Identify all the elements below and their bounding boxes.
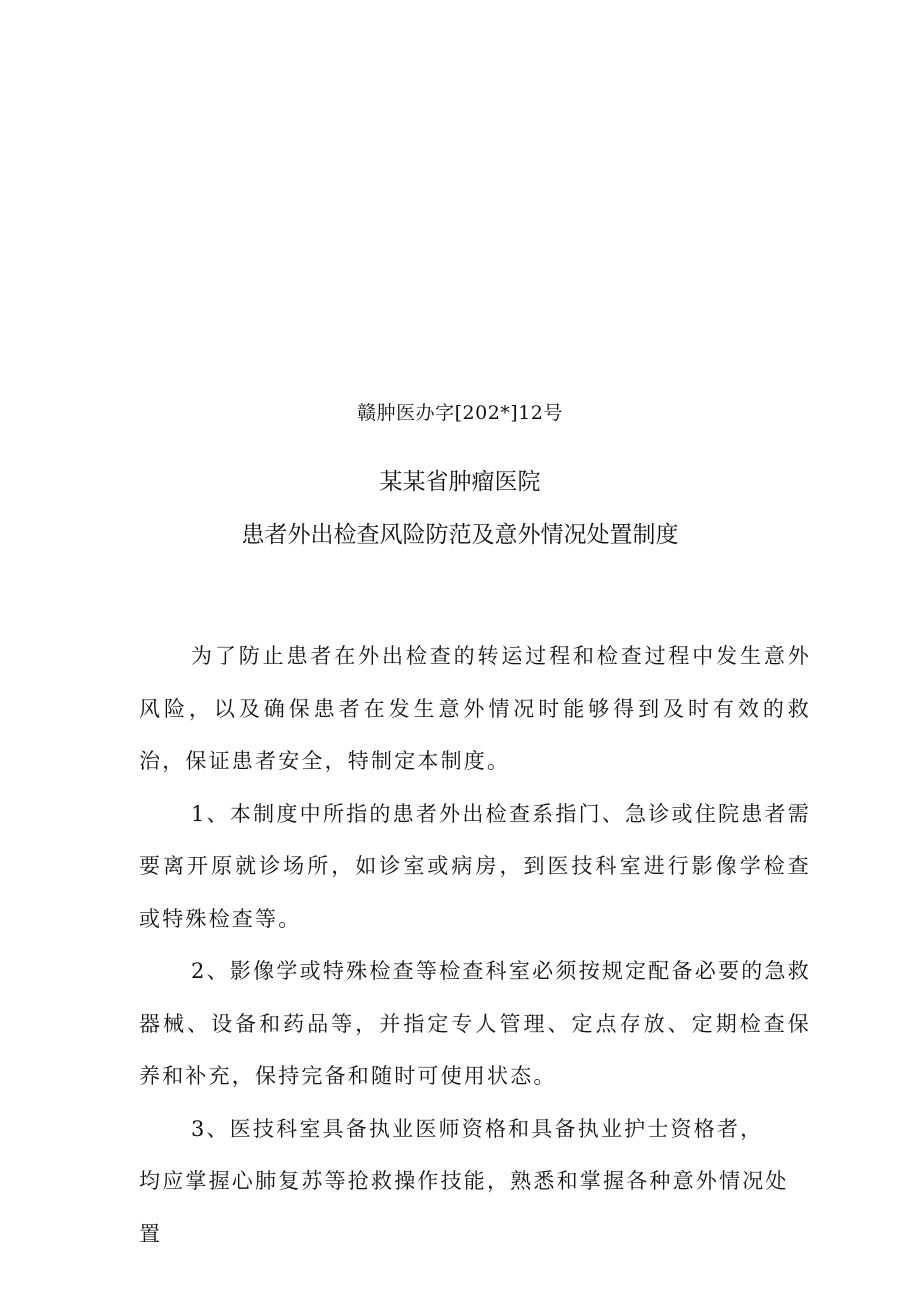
paragraph-clause-1: 1、本制度中所指的患者外出检查系指门、急诊或住院患者需要离开原就诊场所，如诊室或病房，到医技科室进行影像学检查或特殊检查等。	[139, 801, 811, 931]
document-title: 患者外出检查风险防范及意外情况处置制度	[241, 522, 679, 548]
document-number: 赣肿医办字[202*]12号	[357, 402, 563, 424]
organization-name: 某某省肿瘤医院	[379, 469, 541, 495]
document-body	[139, 630, 811, 1260]
paragraph-clause-2: 2、影像学或特殊检查等检查科室必须按规定配备必要的急救器械、设备和药品等，并指定专人管理、定点存放、定期检查保养和补充，保持完备和随时可使用状态。	[139, 959, 811, 1088]
paragraph-clause-3: 3、医技科室具备执业医师资格和具备执业护士资格者，	[191, 1116, 764, 1141]
paragraph-intro: 为了防止患者在外出检查的转运过程和检查过程中发生意外风险，以及确保患者在发生意外情况时能够得到及时有效的救治，保证患者安全，特制定本制度。	[139, 644, 811, 773]
paragraph-clause-3-continued: 均应掌握心肺复苏等抢救操作技能，熟悉和掌握各种意外情况处置	[139, 1169, 789, 1246]
